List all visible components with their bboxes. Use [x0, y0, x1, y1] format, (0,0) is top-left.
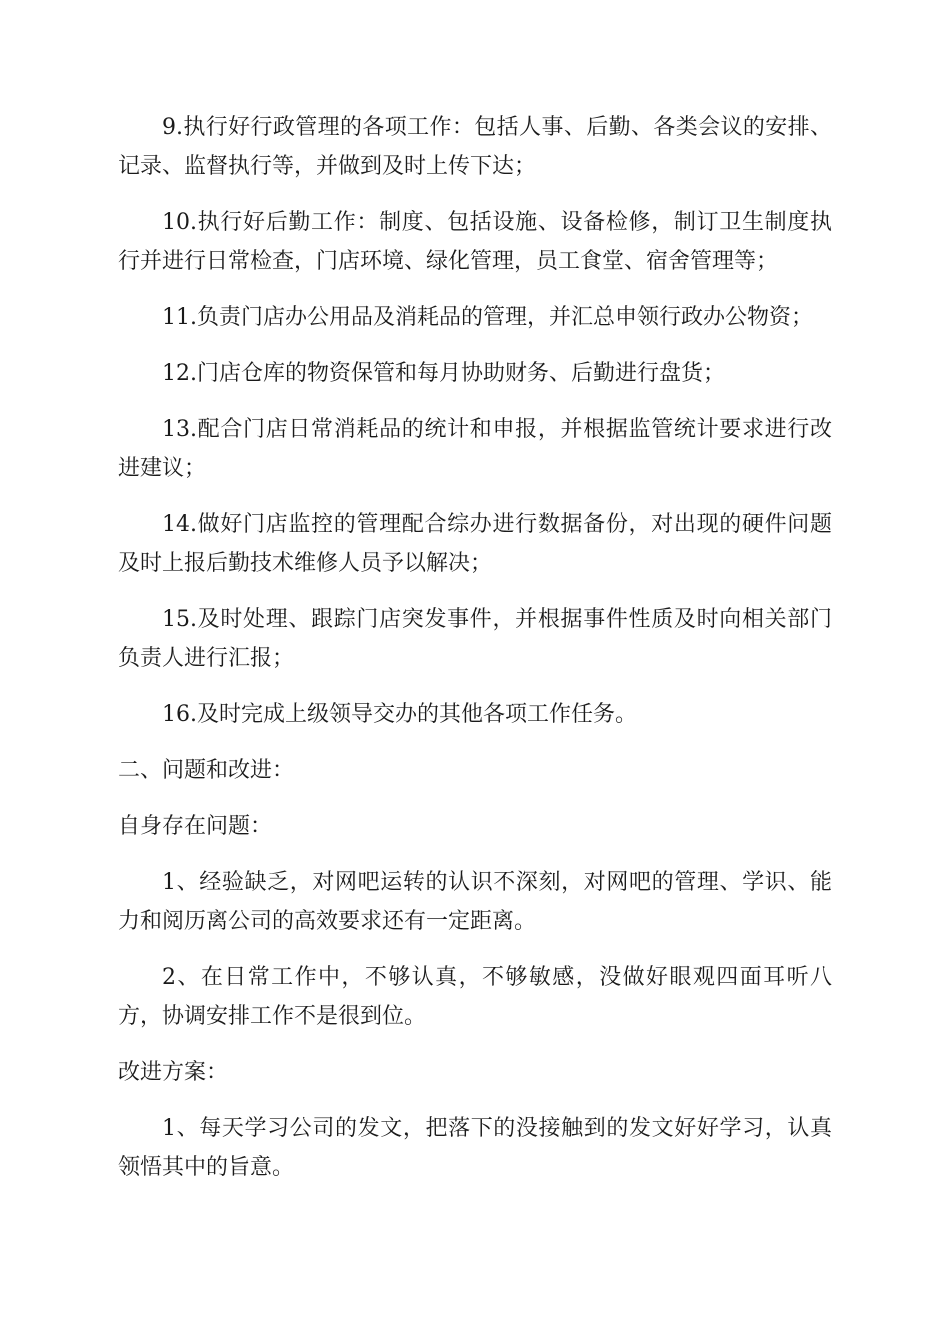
section-heading: 二、问题和改进：: [118, 758, 295, 783]
list-item-13: 13.配合门店日常消耗品的统计和申报，并根据监管统计要求进行改进建议；: [118, 417, 832, 481]
list-item-11: 11.负责门店办公用品及消耗品的管理，并汇总申领行政办公物资；: [162, 305, 813, 330]
problem-item-2: 2、在日常工作中，不够认真，不够敏感，没做好眼观四面耳听八方，协调安排工作不是很到位。: [118, 965, 832, 1029]
list-item-16: 16.及时完成上级领导交办的其他各项工作任务。: [162, 702, 637, 727]
list-item-15: 15.及时处理、跟踪门店突发事件，并根据事件性质及时向相关部门负责人进行汇报；: [118, 607, 832, 671]
problem-item-1: 1、经验缺乏，对网吧运转的认识不深刻，对网吧的管理、学识、能力和阅历离公司的高效要求还有一定距离。: [118, 870, 832, 934]
subsection-heading-improvement: 改进方案：: [118, 1060, 229, 1085]
list-item-9: 9.执行好行政管理的各项工作：包括人事、后勤、各类会议的安排、记录、监督执行等，并做到及时上传下达；: [118, 115, 832, 179]
list-item-12: 12.门店仓库的物资保管和每月协助财务、后勤进行盘货；: [162, 361, 725, 386]
list-item-10: 10.执行好后勤工作：制度、包括设施、设备检修，制订卫生制度执行并进行日常检查，门店环境、绿化管理，员工食堂、宿舍管理等；: [118, 210, 832, 274]
improvement-item-1: 1、每天学习公司的发文，把落下的没接触到的发文好好学习，认真领悟其中的旨意。: [118, 1116, 832, 1180]
list-item-14: 14.做好门店监控的管理配合综办进行数据备份，对出现的硬件问题及时上报后勤技术维修人员予以解决；: [118, 512, 832, 576]
subsection-heading-problems: 自身存在问题：: [118, 814, 273, 839]
